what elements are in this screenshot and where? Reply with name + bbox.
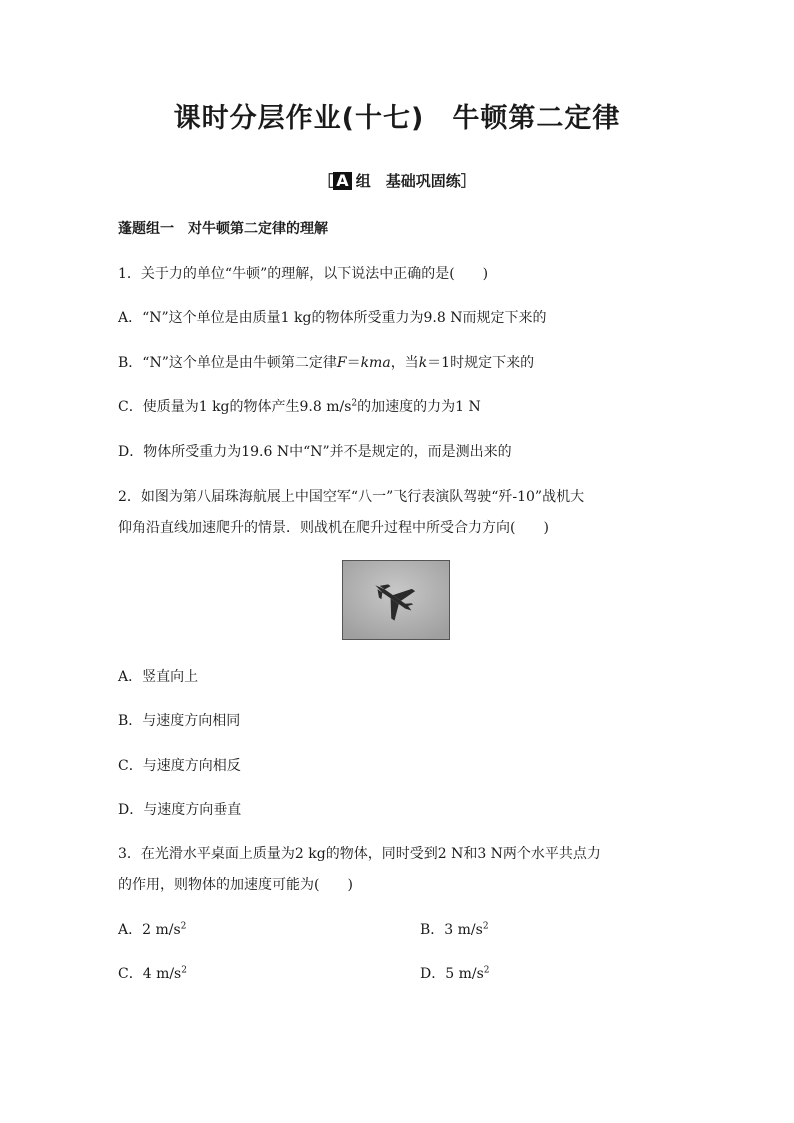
q3-option-a (118, 919, 186, 939)
q1-c-sup: 2 (351, 398, 358, 409)
q1-b-f: F (336, 355, 347, 371)
q3-a-sup: 2 (180, 921, 187, 932)
q2-stem-line1: 2．如图为第八届珠海航展上中国空军“八一”飞行表演队驾驶“歼-10”战机大 (118, 489, 585, 505)
q3-option-c (118, 963, 187, 983)
q1-b-post: ＝1时规定下来的 (427, 355, 535, 371)
group-letter-badge: A (333, 172, 351, 190)
group-label: 组 基础巩固练 (355, 172, 461, 190)
group-banner (0, 170, 794, 191)
group-open-bracket: ［ (318, 172, 334, 190)
q3-a-text: A．2 m/s (118, 922, 181, 938)
q1-stem: 1．关于力的单位“牛顿”的理解，以下说法中正确的是( ) (118, 266, 489, 282)
q1-option-a: A．“N”这个单位是由质量1 kg的物体所受重力为9.8 N而规定下来的 (118, 310, 547, 326)
fighter-jet-icon (343, 561, 449, 639)
page-title: 课时分层作业(十七) 牛顿第二定律 (173, 103, 621, 134)
q3-c-sup: 2 (181, 965, 187, 976)
q3-stem-line2: 的作用，则物体的加速度可能为( ) (118, 877, 353, 893)
q3-c-text: C．4 m/s (118, 966, 182, 982)
q3-stem-line1: 3．在光滑水平桌面上质量为2 kg的物体，同时受到2 N和3 N两个水平共点力 (118, 846, 601, 862)
q2-option-a: A．竖直向上 (118, 669, 199, 685)
q2-option-b: B．与速度方向相同 (118, 713, 241, 729)
fighter-jet-photo (342, 560, 450, 640)
group-close-bracket: ］ (460, 172, 476, 190)
q3-option-b (420, 919, 489, 939)
q2-stem-line2: 仰角沿直线加速爬升的情景．则战机在爬升过程中所受合力方向( ) (118, 520, 549, 536)
q1-b-pre: B．“N”这个单位是由牛顿第二定律 (118, 355, 337, 371)
q2-option-d: D．与速度方向垂直 (118, 802, 242, 818)
q1-c-post: 的加速度的力为1 N (357, 399, 481, 415)
q3-d-sup: 2 (483, 965, 490, 976)
q1-option-c (118, 396, 481, 416)
q3-b-text: B．3 m/s (420, 922, 483, 938)
q3-d-text: D．5 m/s (420, 966, 484, 982)
q1-b-eq: ＝ (346, 355, 361, 371)
q1-b-kma: kma (360, 355, 391, 371)
q1-option-b (118, 352, 534, 372)
q3-option-d (420, 963, 490, 983)
q1-b-mid: ，当 (390, 355, 419, 371)
q1-c-pre: C．使质量为1 kg的物体产生9.8 m/s (118, 399, 352, 415)
q1-b-k: k (418, 355, 428, 371)
q2-option-c: C．与速度方向相反 (118, 758, 241, 774)
q1-option-d: D．物体所受重力为19.6 N中“N”并不是规定的，而是测出来的 (118, 444, 512, 460)
topic-heading: 蓬题组一 对牛顿第二定律的理解 (118, 221, 328, 237)
q3-b-sup: 2 (482, 921, 489, 932)
